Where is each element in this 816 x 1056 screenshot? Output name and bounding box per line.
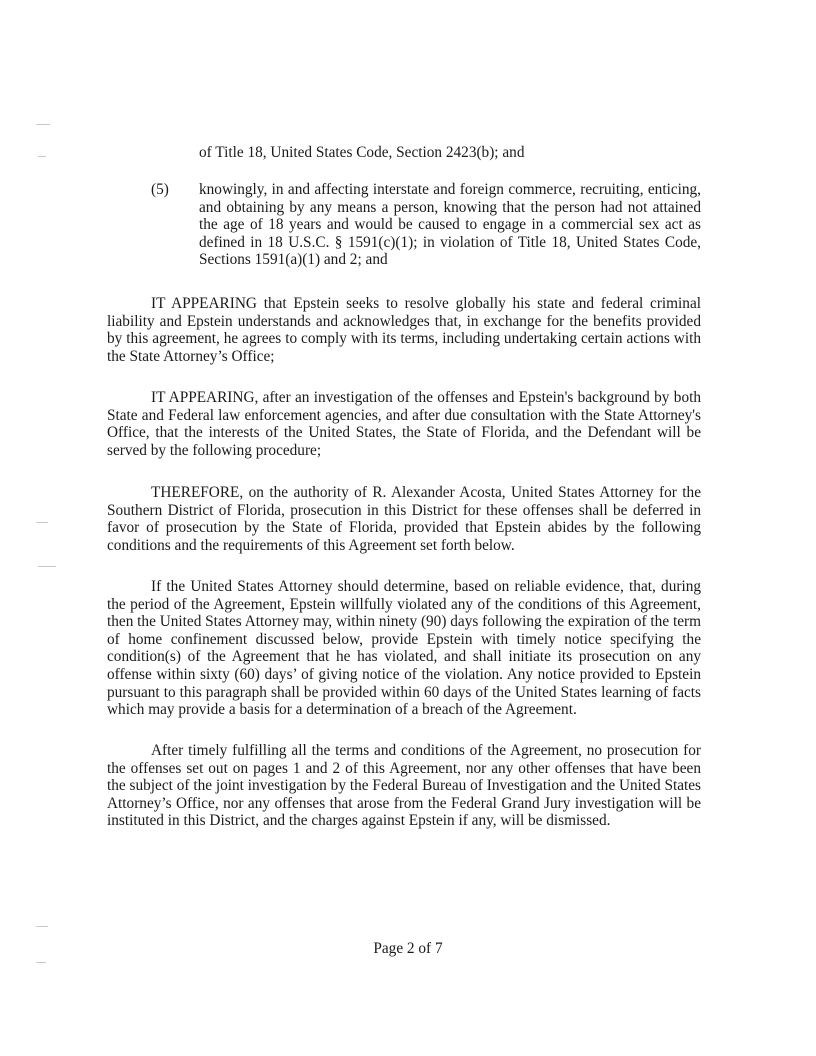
paragraph-violation-notice: If the United States Attorney should determine, based on reliable evidence, that, during the period of the Agreement, Epstein willfully violated any of the conditions of this Agreement, then the United States Attorney may, within ninety (90) days following the expiration of the term of home confinement discussed below, provide Epstein with timely notice specifying the condition(s) of the Agreement that he has violated, and shall initiate its prosecution on any offense within sixty (60) days’ of giving notice of the violation. Any notice provided to Epstein pursuant to this paragraph shall be provided within 60 days of the United States learning of facts which may provide a basis for a determination of a breach of the Agreement. <box>107 578 701 719</box>
paragraph-therefore: THEREFORE, on the authority of R. Alexander Acosta, United States Attorney for the Southern District of Florida, prosecution in this District for these offenses shall be deferred in favor of prosecution by the State of Florida, provided that Epstein abides by the following conditions and the requirements of this Agreement set forth below. <box>107 484 701 554</box>
continuation-line: of Title 18, United States Code, Section 2423(b); and <box>199 144 525 161</box>
paragraph-global-resolution: IT APPEARING that Epstein seeks to resolve globally his state and federal criminal liability and Epstein understands and acknowledges that, in exchange for the benefits provided by this agreement, he agrees to comply with its terms, including undertaking certain actions with the State Attorney’s Office; <box>107 295 701 365</box>
item-text: knowingly, in and affecting interstate and foreign commerce, recruiting, enticing, and obtaining by any means a person, knowing that the person had not attained the age of 18 years and would be caused to engage in a commercial sex act as defined in 18 U.S.C. § 1591(c)(1); in violation of Title 18, United States Code, Sections 1591(a)(1) and 2; and <box>199 181 701 269</box>
scan-mark <box>36 124 50 125</box>
scan-mark <box>36 522 48 523</box>
item-number: (5) <box>151 181 169 198</box>
scan-mark <box>38 566 56 567</box>
scan-mark <box>38 156 46 157</box>
scan-mark <box>36 962 46 963</box>
scan-mark <box>36 926 48 927</box>
paragraph-investigation: IT APPEARING, after an investigation of the offenses and Epstein's background by both State and Federal law enforcement agencies, and after due consultation with the State Attorney's Office, that the interests of the United States, the State of Florida, and the Defendant will be served by the following procedure; <box>107 389 701 459</box>
page-number: Page 2 of 7 <box>373 940 443 957</box>
paragraph-no-prosecution: After timely fulfilling all the terms and conditions of the Agreement, no prosecution for the offenses set out on pages 1 and 2 of this Agreement, nor any other offenses that have been the subject of the joint investigation by the Federal Bureau of Investigation and the United States Attorney’s Office, nor any offenses that arose from the Federal Grand Jury investigation will be instituted in this District, and the charges against Epstein if any, will be dismissed. <box>107 742 701 830</box>
